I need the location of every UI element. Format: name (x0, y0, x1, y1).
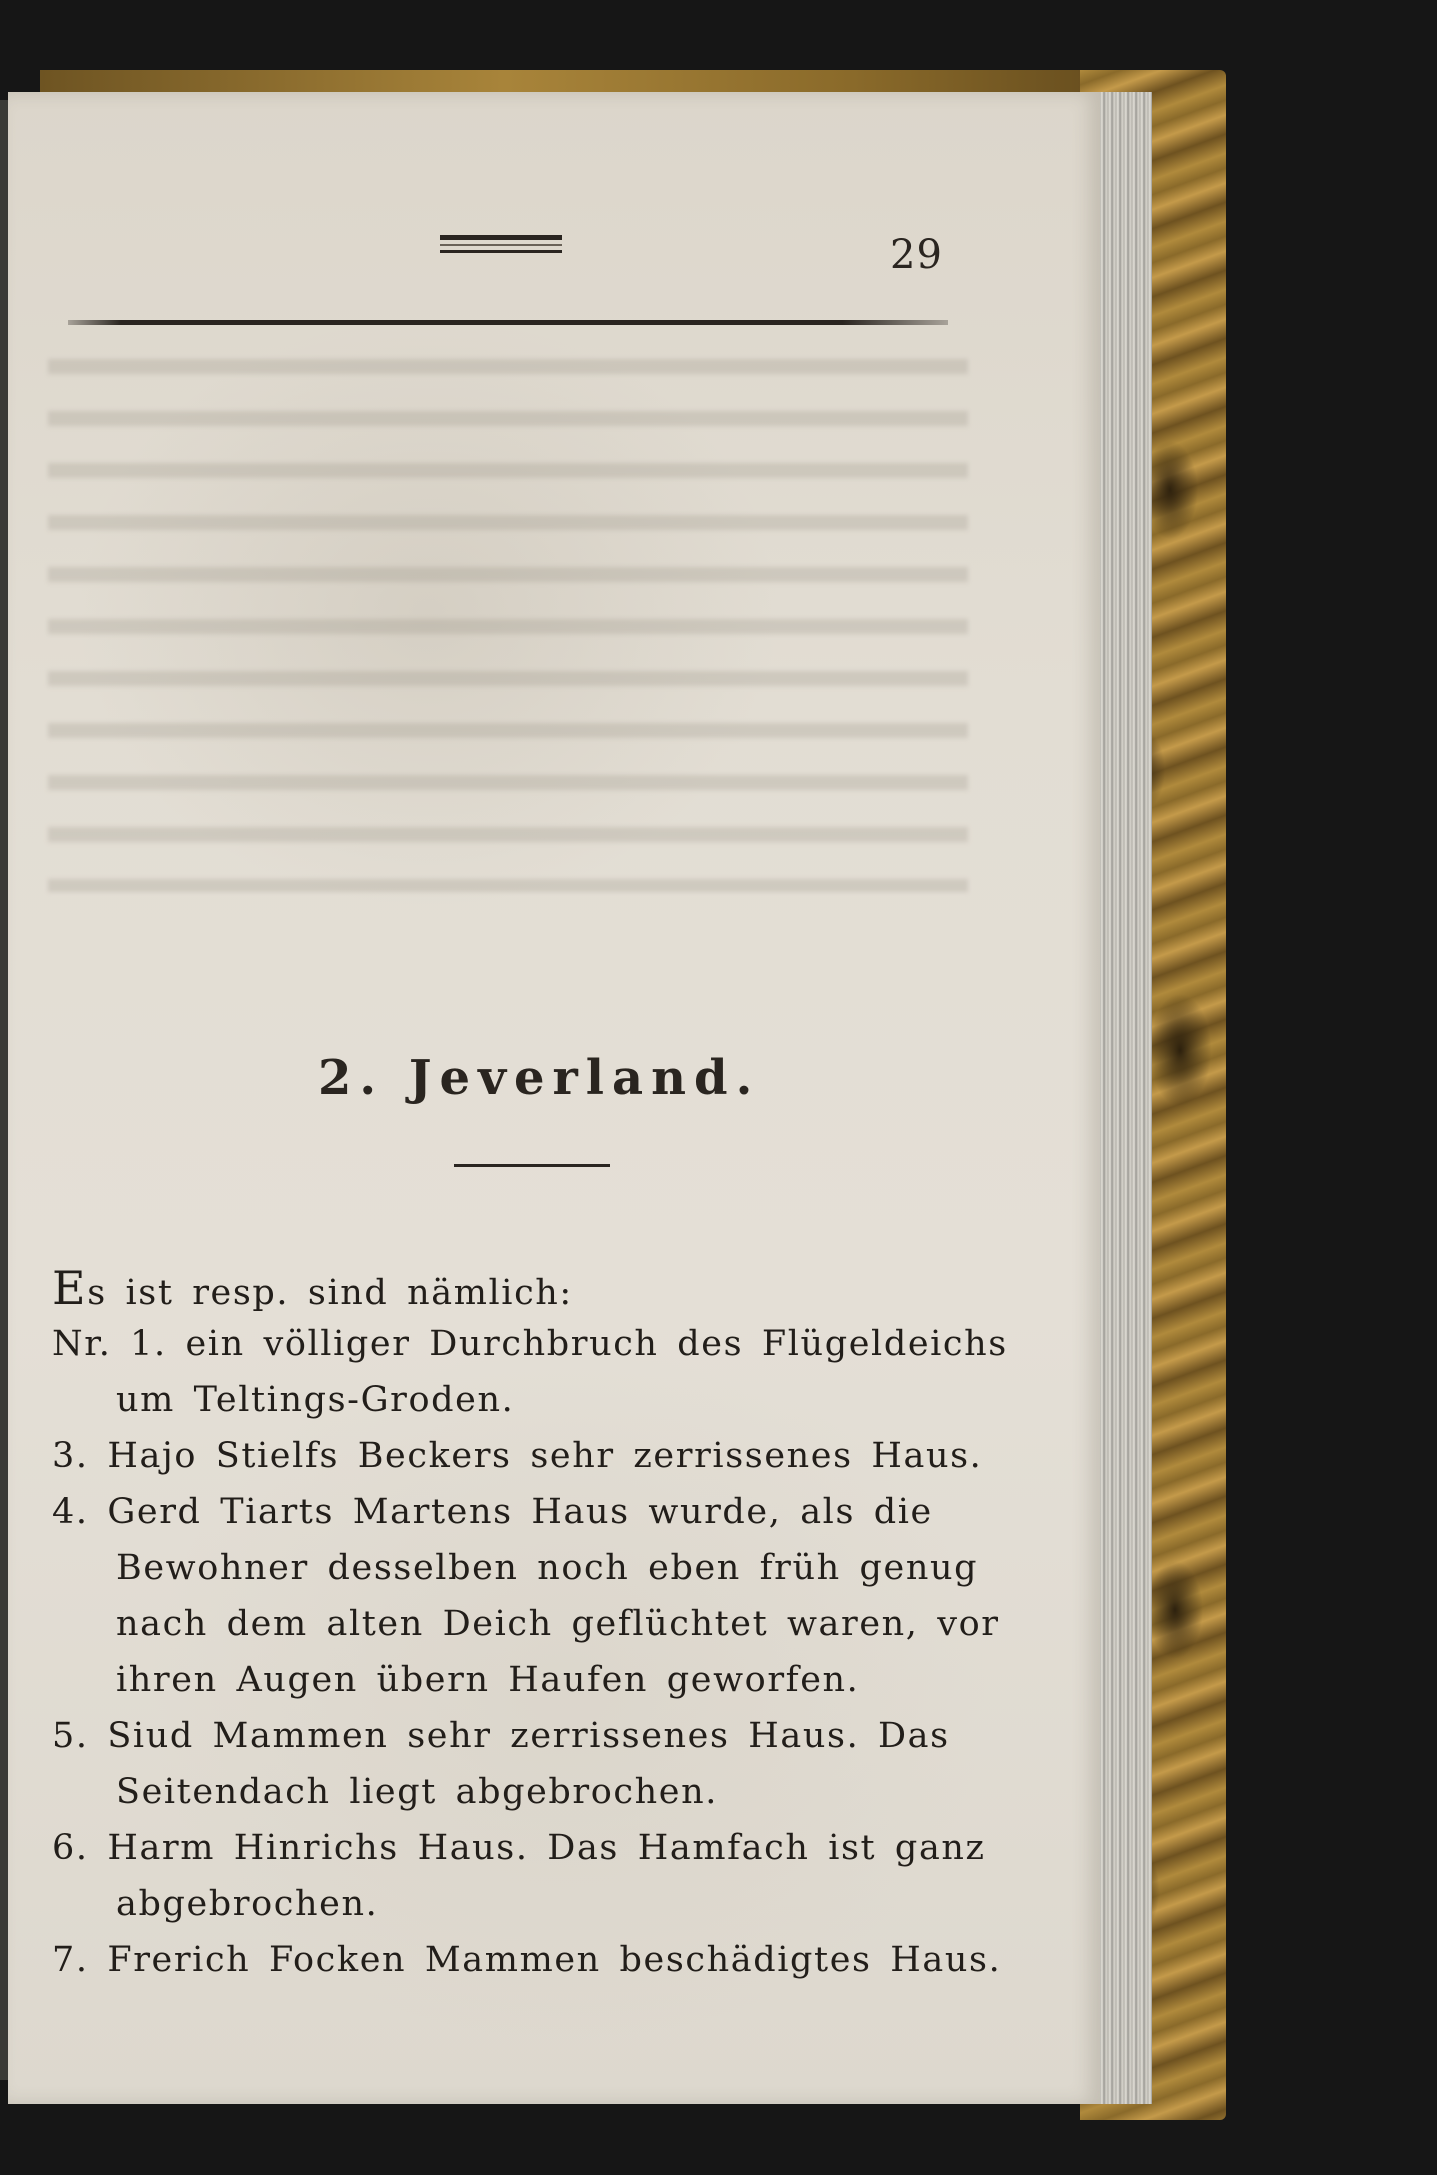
text-line: 4. Gerd Tiarts Martens Haus wurde, als die (52, 1492, 933, 1532)
book-page (8, 92, 1100, 2104)
intro-line (52, 1260, 1032, 1316)
text-line: 6. Harm Hinrichs Haus. Das Hamfach ist ganz (52, 1828, 986, 1868)
text-line: Bewohner desselben noch eben früh genug (116, 1548, 979, 1588)
text-line: Seitendach liegt abgebrochen. (116, 1772, 718, 1812)
text-line: 5. Siud Mammen sehr zerrissenes Haus. Das (52, 1716, 950, 1756)
body-text (52, 1260, 1032, 1988)
text-line: um Teltings-Groden. (116, 1380, 515, 1420)
text-line: nach dem alten Deich geflüchtet waren, vor (116, 1604, 1000, 1644)
text-line: Nr. 1. ein völliger Durchbruch des Flügeldeichs (52, 1324, 1008, 1364)
intro-initial: E (52, 1261, 88, 1315)
page-number: 29 (890, 232, 943, 278)
intro-text: s ist resp. sind nämlich: (87, 1273, 573, 1313)
text-line: ihren Augen übern Haufen geworfen. (116, 1660, 860, 1700)
section-title: 2. Jeverland. (318, 1050, 761, 1106)
bleed-through-text (48, 332, 968, 892)
header-ornament (440, 235, 562, 253)
title-rule (454, 1164, 610, 1167)
text-line: abgebrochen. (116, 1884, 379, 1924)
text-line: 3. Hajo Stielfs Beckers sehr zerrissenes Haus. (52, 1436, 983, 1476)
text-line: 7. Frerich Focken Mammen beschädigtes Haus. (52, 1940, 1002, 1980)
header-rule (68, 320, 948, 325)
